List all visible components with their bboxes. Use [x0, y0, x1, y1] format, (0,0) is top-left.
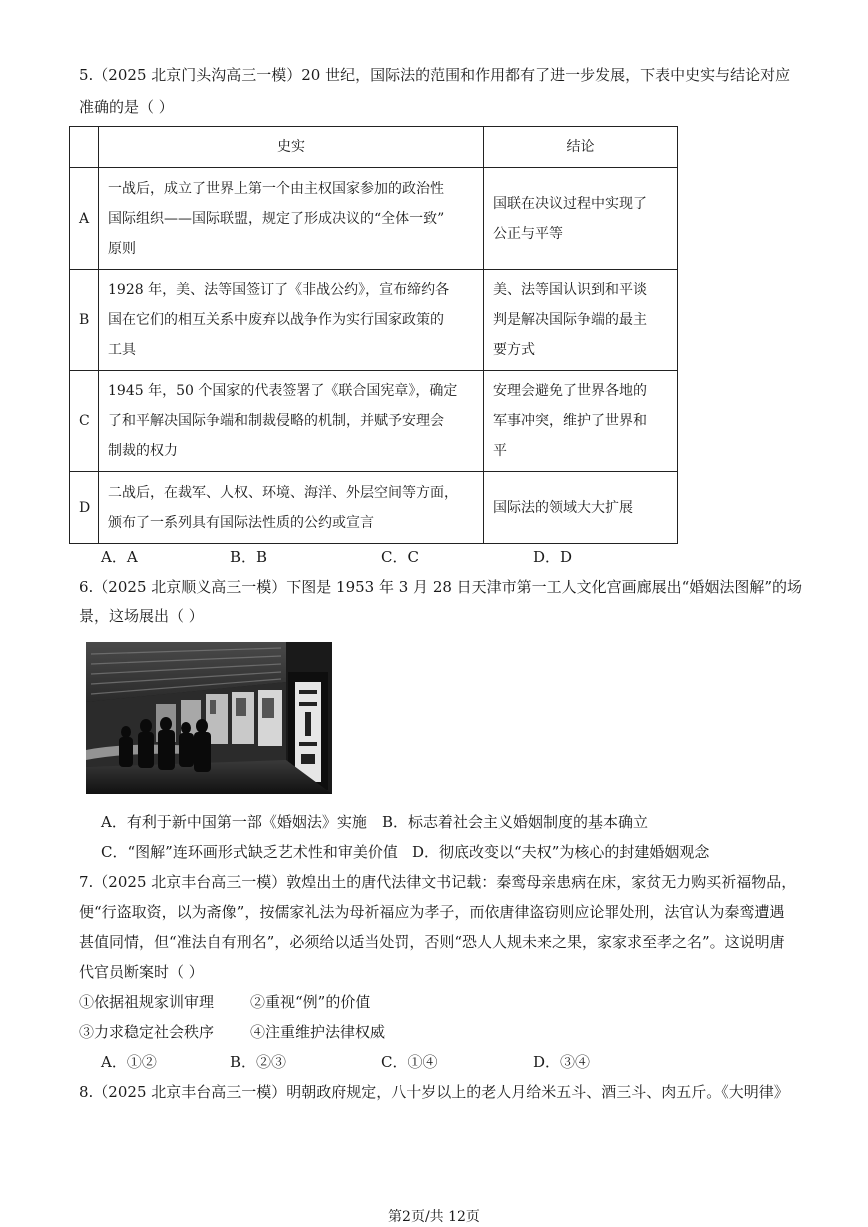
choice-d[interactable]: D．③④ — [533, 1053, 591, 1071]
fact-line: 二战后，在裁军、人权、环境、海洋、外层空间等方面， — [108, 484, 458, 501]
q6-choice-b[interactable]: B．标志着社会主义婚姻制度的基本确立 — [382, 813, 649, 831]
choice-b[interactable]: B．B — [230, 548, 268, 566]
page-number: 第2页/共 12页 — [388, 1209, 480, 1225]
conclusion-line: 国联在决议过程中实现了 — [493, 195, 647, 212]
conclusion-cell — [484, 168, 678, 270]
fact-cell — [99, 168, 484, 270]
fact-line: 国际组织——国际联盟，规定了形成决议的“全体一致” — [108, 210, 445, 227]
q5-stem-line2: 准确的是（ ） — [79, 98, 174, 116]
q6-stem-line1: 6.（2025 北京顺义高三一模）下图是 1953 年 3 月 28 日天津市第一工人文化宫画廊展出“婚姻法图解”的场 — [79, 578, 803, 596]
fact-line: 国在它们的相互关系中废弃以战争作为实行国家政策的 — [108, 312, 444, 328]
fact-cell — [99, 371, 484, 472]
conclusion-line: 公正与平等 — [493, 225, 563, 242]
q7-item-1: ①依据祖规家训审理 — [79, 993, 215, 1011]
table-header-conclusion: 结论 — [484, 127, 678, 168]
fact-line: 一战后，成立了世界上第一个由主权国家参加的政治性 — [108, 180, 444, 197]
fact-line: 工具 — [108, 342, 136, 358]
conclusion-line: 要方式 — [493, 342, 535, 358]
fact-line: 制裁的权力 — [108, 443, 178, 459]
row-label: C — [70, 371, 99, 472]
q8-stem-line1: 8.（2025 北京丰台高三一模）明朝政府规定，八十岁以上的老人月给米五斗、酒三斗、肉五斤。《大明律》 — [79, 1083, 789, 1101]
conclusion-cell — [484, 270, 678, 371]
q7-item-2: ②重视“例”的价值 — [250, 993, 371, 1011]
conclusion-line: 军事冲突，维护了世界和 — [493, 413, 647, 429]
fact-line: 了和平解决国际争端和制裁侵略的机制，并赋予安理会 — [108, 413, 444, 429]
q7-stem-line3: 甚值同情，但“准法自有刑名”，必须给以适当处罚，否则“恐人人规未来之果，家家求至孝之名”。这说明唐 — [79, 933, 785, 951]
choice-b[interactable]: B．②③ — [230, 1053, 287, 1071]
conclusion-cell — [484, 371, 678, 472]
table-header-row — [70, 127, 678, 168]
table-row — [70, 270, 678, 371]
q7-item-3: ③力求稳定社会秩序 — [79, 1023, 215, 1041]
choice-a[interactable]: A．A — [101, 548, 138, 566]
fact-line: 1945 年，50 个国家的代表签署了《联合国宪章》，确定 — [108, 383, 458, 399]
row-label: B — [70, 270, 99, 371]
q6-stem-line2: 景，这场展出（ ） — [79, 607, 204, 625]
table-header-fact: 史实 — [99, 127, 484, 168]
exhibition-photo — [86, 642, 332, 794]
fact-line: 原则 — [108, 240, 136, 257]
conclusion-line: 判是解决国际争端的最主 — [493, 312, 647, 328]
row-label: D — [70, 472, 99, 544]
choice-d[interactable]: D．D — [533, 548, 573, 566]
choice-a[interactable]: A．①② — [101, 1053, 157, 1071]
fact-line: 颁布了一系列具有国际法性质的公约或宣言 — [108, 514, 374, 531]
fact-cell — [99, 270, 484, 371]
table-row — [70, 472, 678, 544]
conclusion-line: 美、法等国认识到和平谈 — [493, 282, 647, 298]
q5-table — [69, 126, 678, 544]
q6-choice-a[interactable]: A．有利于新中国第一部《婚姻法》实施 — [101, 813, 367, 831]
conclusion-line: 安理会避免了世界各地的 — [493, 383, 647, 399]
table-row — [70, 168, 678, 270]
gallery-scene-image — [86, 642, 332, 794]
q7-stem-line4: 代官员断案时（ ） — [79, 963, 204, 981]
table-row — [70, 371, 678, 472]
q6-choice-c[interactable]: C．“图解”连环画形式缺乏艺术性和审美价值 — [101, 843, 398, 861]
q6-choice-d[interactable]: D．彻底改变以“夫权”为核心的封建婚姻观念 — [412, 843, 710, 861]
q5-stem-line1: 5.（2025 北京门头沟高三一模）20 世纪，国际法的范围和作用都有了进一步发展，下表中史实与结论对应 — [79, 66, 791, 84]
table-header-cell — [70, 127, 99, 168]
row-label: A — [70, 168, 99, 270]
choice-c[interactable]: C．①④ — [381, 1053, 438, 1071]
q7-stem-line2: 便“行盗取资，以为斋像”，按儒家礼法为母祈福应为孝子，而依唐律盗窃则应论罪处刑，法官认为秦鸾遭遇 — [79, 903, 785, 921]
conclusion-line: 国际法的领域大大扩展 — [493, 499, 633, 516]
choice-c[interactable]: C．C — [381, 548, 419, 566]
q7-item-4: ④注重维护法律权威 — [250, 1023, 386, 1041]
q7-stem-line1: 7.（2025 北京丰台高三一模）敦煌出土的唐代法律文书记载：秦鸾母亲患病在床，家贫无力购买祈福物品， — [79, 873, 797, 891]
conclusion-line: 平 — [493, 443, 507, 459]
fact-cell — [99, 472, 484, 544]
fact-line: 1928 年，美、法等国签订了《非战公约》，宣布缔约各 — [108, 282, 450, 298]
conclusion-cell — [484, 472, 678, 544]
